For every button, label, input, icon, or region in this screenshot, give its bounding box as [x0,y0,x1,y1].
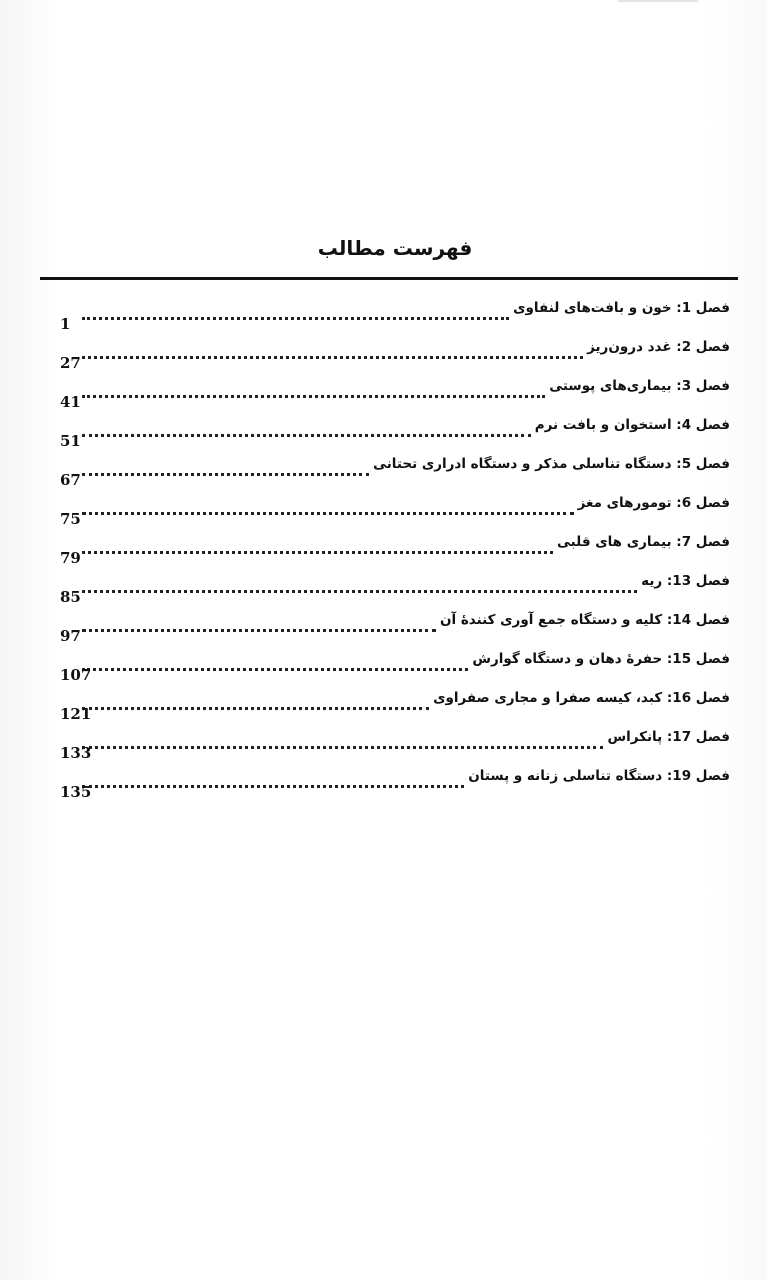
toc-entry[interactable] [58,296,730,335]
toc-leader-dots [82,551,553,554]
toc-leader-dots [82,395,545,398]
toc-entry-title: فصل 3: بیماری‌های پوستی [549,378,730,394]
toc-entry-title: فصل 6: تومورهای مغز [577,495,730,511]
toc-entry[interactable] [58,374,730,413]
toc-entry-page: 97 [60,627,81,645]
toc-entry[interactable] [58,569,730,608]
toc-entry-page: 135 [60,783,92,801]
toc-leader-dots [82,707,429,710]
toc-entry-page: 85 [60,588,81,606]
toc-entry-page: 41 [60,393,81,411]
toc-entry-title: فصل 1: خون و بافت‌های لنفاوی [513,300,730,316]
toc-leader-dots [82,512,574,515]
title-rule [40,277,738,280]
toc-entry-page: 133 [60,744,92,762]
toc-leader-dots [82,668,468,671]
toc-entry-title: فصل 13: ریه [641,573,730,589]
toc-leader-dots [82,590,637,593]
toc-leader-dots [82,356,583,359]
toc-entry[interactable] [58,647,730,686]
toc-entry[interactable] [58,452,730,491]
toc-leader-dots [82,785,464,788]
toc-entry-page: 1 [60,315,71,333]
toc-leader-dots [82,473,369,476]
toc-leader-dots [82,629,436,632]
toc-leader-dots [82,317,509,320]
toc-entry-page: 75 [60,510,81,528]
toc-entry-page: 121 [60,705,92,723]
toc-entry-page: 67 [60,471,81,489]
toc-entry-title: فصل 16: کبد، کیسه صفرا و مجاری صفراوی [433,690,730,706]
toc-entry[interactable] [58,764,730,803]
toc-entry-page: 79 [60,549,81,567]
toc-entry-title: فصل 5: دستگاه تناسلی مذکر و دستگاه ادراری تحتانی [373,456,730,472]
toc-entry[interactable] [58,530,730,569]
toc-entry[interactable] [58,608,730,647]
toc-entry-title: فصل 15: حفرهٔ دهان و دستگاه گوارش [472,651,730,667]
page-edge-mark [618,0,698,2]
toc-entry-title: فصل 17: پانکراس [607,729,730,745]
toc-entry-title: فصل 7: بیماری های قلبی [557,534,730,550]
toc-entry-page: 107 [60,666,92,684]
toc-entry-title: فصل 14: کلیه و دستگاه جمع آوری کنندهٔ آن [439,612,730,628]
toc-leader-dots [82,746,603,749]
toc-entry[interactable] [58,725,730,764]
toc-entry[interactable] [58,335,730,374]
toc-entry-title: فصل 4: استخوان و بافت نرم [534,417,730,433]
toc-entry[interactable] [58,413,730,452]
table-of-contents [58,296,730,803]
page-title: فهرست مطالب [317,236,473,260]
toc-entry-title: فصل 2: غدد درون‌ریز [587,339,730,355]
toc-leader-dots [82,434,531,437]
toc-entry-title: فصل 19: دستگاه تناسلی زنانه و پستان [468,768,730,784]
toc-entry-page: 27 [60,354,81,372]
toc-entry-page: 51 [60,432,81,450]
toc-entry[interactable] [58,491,730,530]
toc-entry[interactable] [58,686,730,725]
